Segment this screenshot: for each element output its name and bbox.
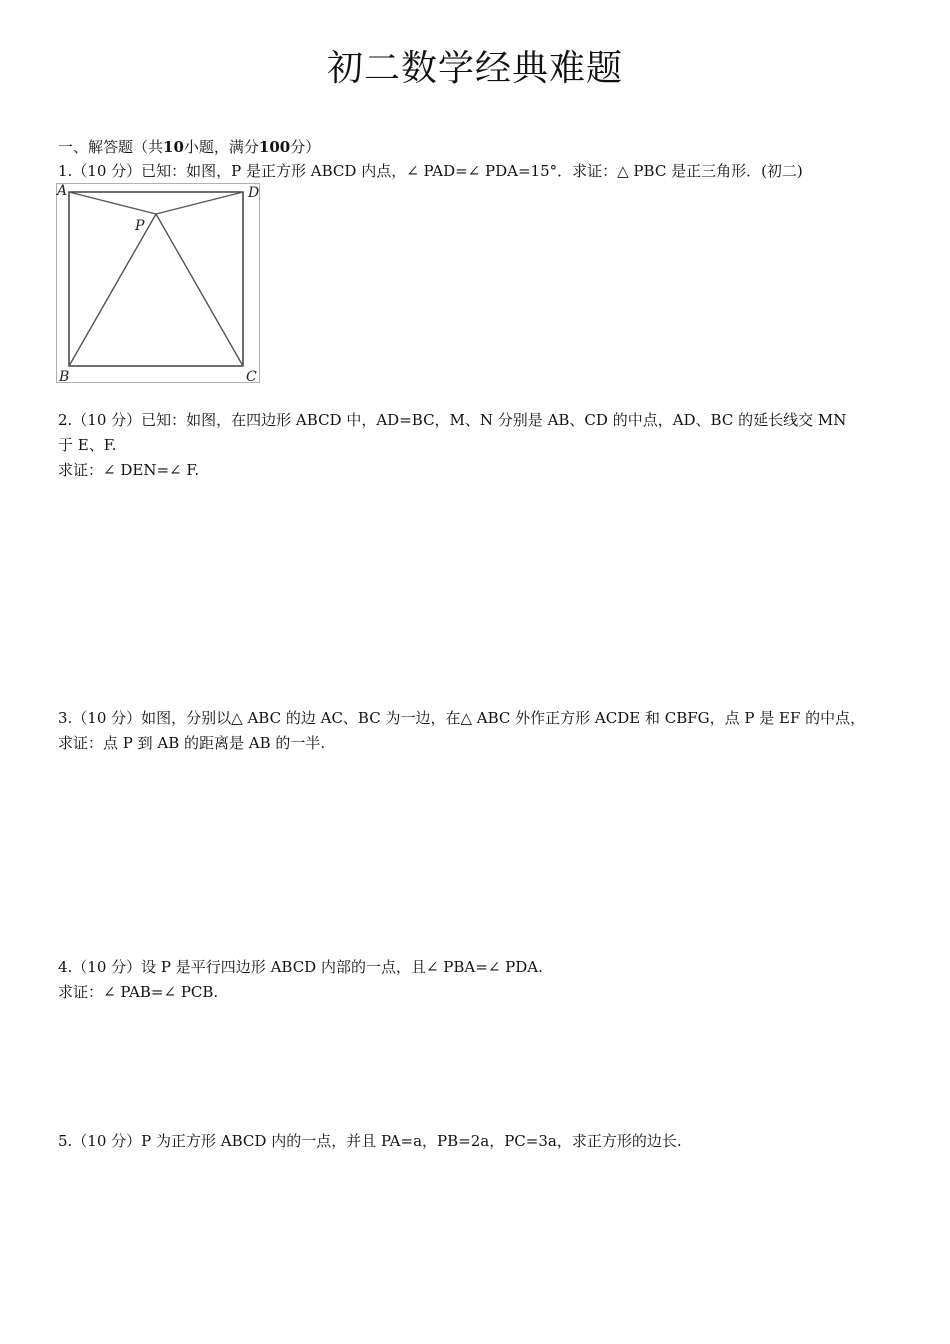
- square-abcd: [69, 192, 243, 366]
- section-heading: [58, 137, 898, 157]
- page-title: 初二数学经典难题: [326, 48, 623, 89]
- label-a: A: [57, 183, 68, 199]
- problem-2-line-2: 于 E、F.: [58, 436, 117, 454]
- segment-pd: [156, 192, 243, 214]
- problem-1-figure: [56, 183, 260, 383]
- problem-4-line-2: 求证：∠ PAB=∠ PCB.: [58, 983, 219, 1001]
- label-c: C: [246, 369, 257, 383]
- segment-pa: [69, 192, 156, 214]
- problem-2-line-3: 求证：∠ DEN=∠ F.: [58, 461, 200, 479]
- question-count: 10: [163, 138, 184, 156]
- label-p: P: [135, 218, 145, 234]
- section-mid: 小题，满分: [183, 138, 259, 156]
- label-d: D: [248, 185, 260, 201]
- segment-pc: [156, 214, 243, 366]
- section-prefix: 一、解答题（共: [58, 138, 164, 156]
- problem-3-line-2: 求证：点 P 到 AB 的距离是 AB 的一半.: [58, 734, 326, 752]
- problem-3-line-1: 3.（10 分）如图，分别以△ ABC 的边 AC、BC 为一边，在△ ABC 外作正方形 ACDE 和 CBFG，点 P 是 EF 的中点，: [58, 709, 866, 727]
- label-b: B: [59, 369, 70, 383]
- problem-1-text: 1.（10 分）已知：如图，P 是正方形 ABCD 内点，∠ PAD=∠ PDA=15°．求证：△ PBC 是正三角形．(初二): [58, 162, 803, 180]
- segment-pb: [69, 214, 156, 366]
- problem-2-line-1: 2.（10 分）已知：如图，在四边形 ABCD 中，AD=BC，M、N 分别是 AB、CD 的中点，AD、BC 的延长线交 MN: [58, 411, 847, 429]
- problem-5-text: 5.（10 分）P 为正方形 ABCD 内的一点，并且 PA=a，PB=2a，PC=3a，求正方形的边长.: [58, 1132, 682, 1150]
- problem-4-line-1: 4.（10 分）设 P 是平行四边形 ABCD 内部的一点，且∠ PBA=∠ PDA.: [58, 958, 543, 976]
- square-diagram: [56, 183, 260, 383]
- section-suffix: 分）: [290, 138, 321, 156]
- total-score: 100: [258, 138, 291, 156]
